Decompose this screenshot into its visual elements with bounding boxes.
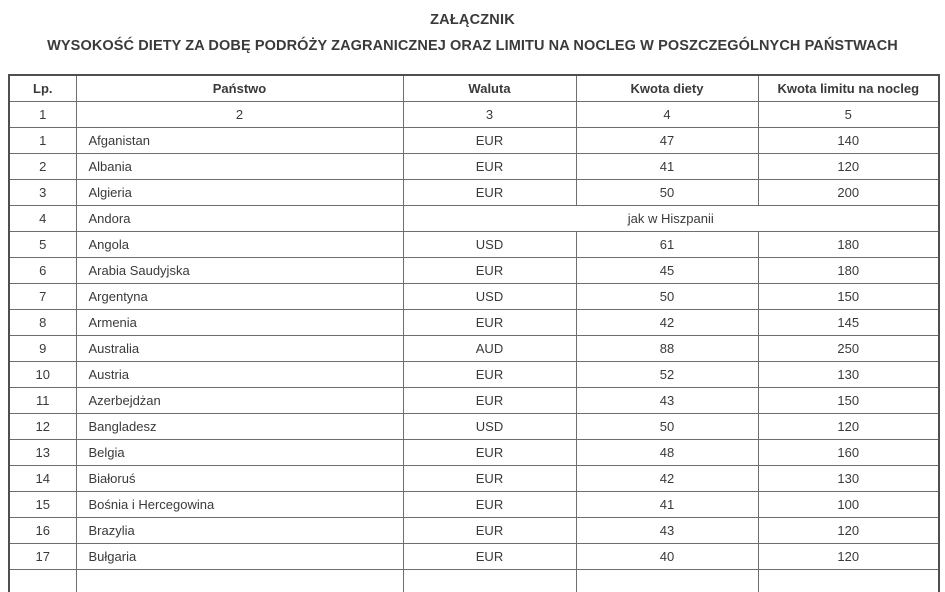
table-row xyxy=(9,257,939,283)
cell-lp: 4 xyxy=(9,205,76,231)
table-row xyxy=(9,335,939,361)
table-body xyxy=(9,127,939,592)
cell-kwota-limitu: 120 xyxy=(758,153,939,179)
column-number-row xyxy=(9,101,939,127)
column-number-5: 5 xyxy=(758,101,939,127)
cell-lp: 15 xyxy=(9,491,76,517)
cell-kwota-diety: 41 xyxy=(576,491,758,517)
table-row xyxy=(9,309,939,335)
cell-waluta: USD xyxy=(403,413,576,439)
column-number-3: 3 xyxy=(403,101,576,127)
cell-kwota-diety: 47 xyxy=(576,127,758,153)
cell-panstwo: Belgia xyxy=(76,439,403,465)
cell-waluta: EUR xyxy=(403,257,576,283)
cell-kwota-diety: 42 xyxy=(576,309,758,335)
cell-panstwo: Bośnia i Hercegowina xyxy=(76,491,403,517)
cell-panstwo: Arabia Saudyjska xyxy=(76,257,403,283)
cell-lp: 3 xyxy=(9,179,76,205)
cell-lp: 13 xyxy=(9,439,76,465)
column-number-1: 1 xyxy=(9,101,76,127)
cell-waluta: EUR xyxy=(403,465,576,491)
cell-waluta: USD xyxy=(403,283,576,309)
table-row xyxy=(9,543,939,569)
table-row xyxy=(9,361,939,387)
cell-kwota-limitu: 120 xyxy=(758,543,939,569)
cell-lp: 8 xyxy=(9,309,76,335)
cell-waluta: EUR xyxy=(403,361,576,387)
cell-panstwo: Bangladesz xyxy=(76,413,403,439)
page-title: ZAŁĄCZNIK xyxy=(430,12,515,28)
cell-kwota-diety: 43 xyxy=(576,517,758,543)
cell-kwota-diety: 61 xyxy=(576,231,758,257)
cell-kwota-limitu: 250 xyxy=(758,335,939,361)
cell-panstwo: Angola xyxy=(76,231,403,257)
cell-kwota-diety: 48 xyxy=(576,439,758,465)
table-row xyxy=(9,283,939,309)
cell-panstwo: Afganistan xyxy=(76,127,403,153)
cell-kwota-limitu: 130 xyxy=(758,465,939,491)
cell-kwota-limitu: 150 xyxy=(758,283,939,309)
cell-waluta: EUR xyxy=(403,179,576,205)
cell-kwota-limitu: 150 xyxy=(758,387,939,413)
cell-kwota-limitu: 140 xyxy=(758,127,939,153)
cell-kwota-limitu: 180 xyxy=(758,231,939,257)
cell-lp: 6 xyxy=(9,257,76,283)
cell-kwota-limitu: 120 xyxy=(758,517,939,543)
cell-lp: 10 xyxy=(9,361,76,387)
column-header-kwota-limitu: Kwota limitu na nocleg xyxy=(758,75,939,101)
cell-panstwo: Brazylia xyxy=(76,517,403,543)
cell-panstwo: Białoruś xyxy=(76,465,403,491)
column-number-4: 4 xyxy=(576,101,758,127)
cell-kwota-diety: 88 xyxy=(576,335,758,361)
cell-waluta: EUR xyxy=(403,491,576,517)
cell-kwota-diety: 41 xyxy=(576,153,758,179)
cell-lp: 14 xyxy=(9,465,76,491)
table-row xyxy=(9,439,939,465)
cell-panstwo: Albania xyxy=(76,153,403,179)
column-number-2: 2 xyxy=(76,101,403,127)
table-row xyxy=(9,569,939,592)
cell-lp xyxy=(9,569,76,592)
cell-waluta: EUR xyxy=(403,439,576,465)
cell-waluta: USD xyxy=(403,231,576,257)
cell-panstwo: Australia xyxy=(76,335,403,361)
cell-kwota-diety: 50 xyxy=(576,413,758,439)
cell-panstwo: Bułgaria xyxy=(76,543,403,569)
cell-kwota-diety: 42 xyxy=(576,465,758,491)
cell-kwota-diety xyxy=(576,569,758,592)
cell-waluta xyxy=(403,569,576,592)
cell-lp: 2 xyxy=(9,153,76,179)
cell-waluta: EUR xyxy=(403,517,576,543)
cell-kwota-diety: 45 xyxy=(576,257,758,283)
cell-kwota-limitu: 120 xyxy=(758,413,939,439)
cell-panstwo: Algieria xyxy=(76,179,403,205)
cell-waluta: EUR xyxy=(403,387,576,413)
cell-waluta: EUR xyxy=(403,127,576,153)
table-row xyxy=(9,491,939,517)
column-header-waluta: Waluta xyxy=(403,75,576,101)
table-row xyxy=(9,465,939,491)
table-row xyxy=(9,205,939,231)
cell-lp: 12 xyxy=(9,413,76,439)
column-header-lp: Lp. xyxy=(9,75,76,101)
page-subtitle: WYSOKOŚĆ DIETY ZA DOBĘ PODRÓŻY ZAGRANICZNEJ ORAZ LIMITU NA NOCLEG W POSZCZEGÓLNYCH PAŃSTWACH xyxy=(47,38,898,54)
cell-kwota-limitu xyxy=(758,569,939,592)
cell-kwota-limitu: 100 xyxy=(758,491,939,517)
allowance-table xyxy=(8,74,940,592)
table-row xyxy=(9,517,939,543)
cell-panstwo xyxy=(76,569,403,592)
cell-kwota-limitu: 200 xyxy=(758,179,939,205)
table-row xyxy=(9,387,939,413)
table-row xyxy=(9,231,939,257)
cell-lp: 11 xyxy=(9,387,76,413)
cell-panstwo: Andora xyxy=(76,205,403,231)
table-row xyxy=(9,127,939,153)
cell-lp: 9 xyxy=(9,335,76,361)
cell-lp: 16 xyxy=(9,517,76,543)
cell-panstwo: Austria xyxy=(76,361,403,387)
cell-lp: 5 xyxy=(9,231,76,257)
cell-merged-jak-w-hiszpanii: jak w Hiszpanii xyxy=(403,205,939,231)
cell-kwota-diety: 52 xyxy=(576,361,758,387)
cell-panstwo: Armenia xyxy=(76,309,403,335)
cell-lp: 1 xyxy=(9,127,76,153)
cell-lp: 7 xyxy=(9,283,76,309)
cell-kwota-diety: 50 xyxy=(576,179,758,205)
cell-waluta: AUD xyxy=(403,335,576,361)
table-row xyxy=(9,179,939,205)
cell-kwota-limitu: 130 xyxy=(758,361,939,387)
cell-kwota-diety: 43 xyxy=(576,387,758,413)
column-header-panstwo: Państwo xyxy=(76,75,403,101)
cell-kwota-limitu: 145 xyxy=(758,309,939,335)
cell-waluta: EUR xyxy=(403,543,576,569)
cell-kwota-diety: 40 xyxy=(576,543,758,569)
cell-panstwo: Azerbejdżan xyxy=(76,387,403,413)
cell-kwota-limitu: 180 xyxy=(758,257,939,283)
table-row xyxy=(9,413,939,439)
cell-kwota-limitu: 160 xyxy=(758,439,939,465)
cell-lp: 17 xyxy=(9,543,76,569)
cell-kwota-diety: 50 xyxy=(576,283,758,309)
table-row xyxy=(9,153,939,179)
cell-waluta: EUR xyxy=(403,153,576,179)
table-header-row xyxy=(9,75,939,101)
cell-waluta: EUR xyxy=(403,309,576,335)
column-header-kwota-diety: Kwota diety xyxy=(576,75,758,101)
cell-panstwo: Argentyna xyxy=(76,283,403,309)
